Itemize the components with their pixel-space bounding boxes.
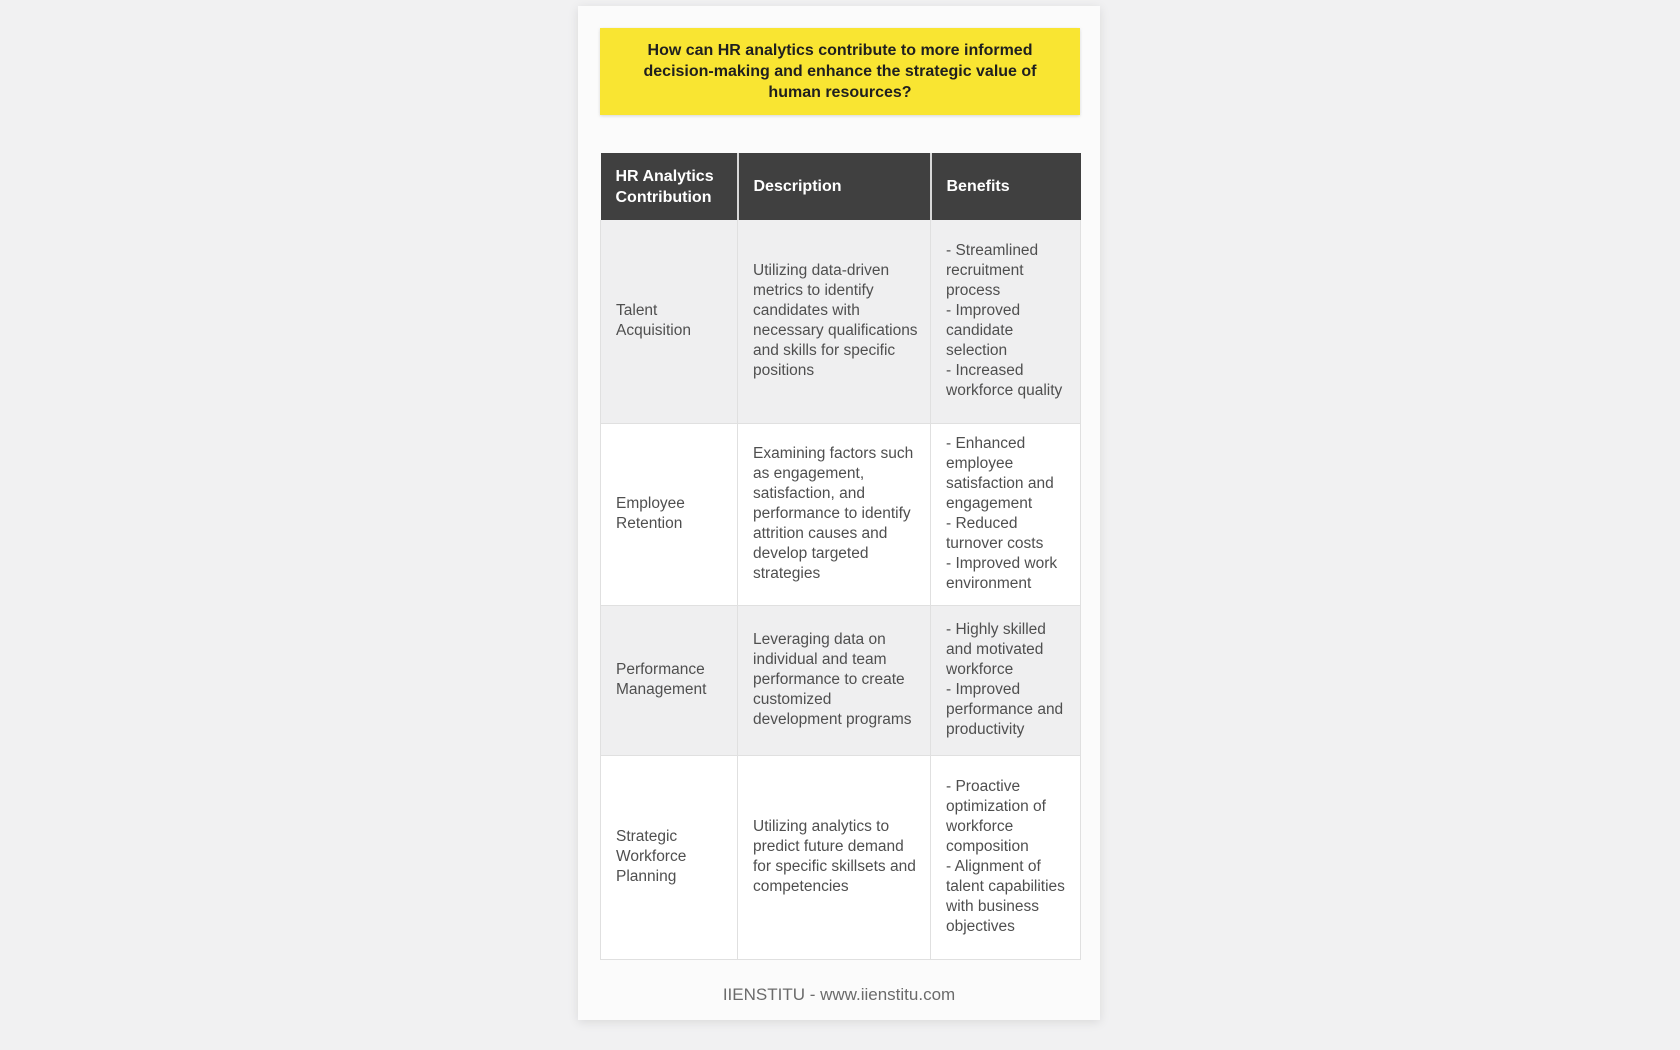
column-header-hr-analytics-contribution: HR Analytics Contribution bbox=[601, 153, 738, 220]
contribution-cell: Employee Retention bbox=[601, 423, 738, 605]
benefit-item: - Alignment of talent capabilities with business objectives bbox=[946, 858, 1065, 935]
description-cell: Utilizing data-driven metrics to identify candidates with necessary qualifications and skills for specific positions bbox=[738, 220, 931, 423]
table-row-performance-management bbox=[601, 605, 1081, 755]
table-header-row bbox=[601, 153, 1081, 220]
column-header-benefits: Benefits bbox=[931, 153, 1081, 220]
hr-analytics-table bbox=[600, 153, 1081, 960]
question-text: How can HR analytics contribute to more informed decision-making and enhance the strategic value of human resources? bbox=[643, 42, 1037, 101]
benefits-cell bbox=[931, 605, 1081, 755]
benefits-cell bbox=[931, 423, 1081, 605]
table-row-employee-retention bbox=[601, 423, 1081, 605]
benefit-item: - Reduced turnover costs bbox=[946, 515, 1044, 552]
benefits-cell bbox=[931, 220, 1081, 423]
table-row-talent-acquisition bbox=[601, 220, 1081, 423]
description-cell: Utilizing analytics to predict future demand for specific skillsets and competencies bbox=[738, 755, 931, 959]
benefit-item: - Improved work environment bbox=[946, 555, 1058, 592]
benefit-item: - Streamlined recruitment process bbox=[946, 242, 1039, 300]
benefit-item: - Proactive optimization of workforce composition bbox=[946, 778, 1046, 855]
benefit-item: - Increased workforce quality bbox=[946, 362, 1063, 400]
description-cell: Leveraging data on individual and team performance to create customized development programs bbox=[738, 605, 931, 755]
column-header-description: Description bbox=[738, 153, 931, 220]
contribution-cell: Strategic Workforce Planning bbox=[601, 755, 738, 959]
benefit-item: - Improved performance and productivity bbox=[946, 681, 1064, 738]
question-highlight-box bbox=[600, 28, 1080, 115]
table-row-strategic-workforce-planning bbox=[601, 755, 1081, 959]
benefit-item: - Improved candidate selection bbox=[946, 302, 1021, 360]
contribution-cell: Talent Acquisition bbox=[601, 220, 738, 423]
contribution-cell: Performance Management bbox=[601, 605, 738, 755]
benefit-item: - Highly skilled and motivated workforce bbox=[946, 621, 1046, 678]
benefits-cell bbox=[931, 755, 1081, 959]
footer-attribution: IIENSTITU - www.iienstitu.com bbox=[722, 985, 956, 1004]
document-panel bbox=[578, 6, 1100, 1020]
description-cell: Examining factors such as engagement, satisfaction, and performance to identify attrition causes and develop targeted strategies bbox=[738, 423, 931, 605]
benefit-item: - Enhanced employee satisfaction and engagement bbox=[946, 435, 1054, 512]
